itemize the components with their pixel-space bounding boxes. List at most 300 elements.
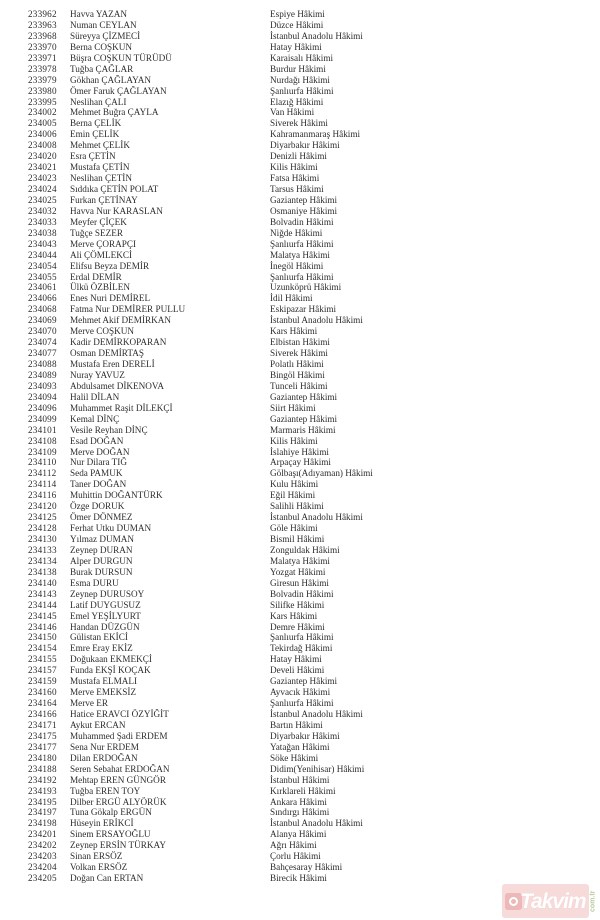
row-registry-number: 234109 (28, 446, 57, 457)
row-person-name: Yılmaz DUMAN (70, 534, 135, 544)
row-registry-number: 234096 (28, 402, 57, 413)
row-registry-number: 234088 (28, 359, 57, 369)
row-appointment-title: Şanlıurfa Hâkimi (270, 85, 334, 96)
row-appointment-title: Tarsus Hâkimi (270, 184, 324, 194)
table-row (0, 97, 600, 108)
row-registry-number: 234116 (28, 490, 57, 501)
row-appointment-title: Eskipazar Hâkimi (270, 304, 337, 315)
table-row (0, 457, 600, 468)
row-appointment-title: Alanya Hâkimi (270, 829, 327, 840)
row-appointment-title: Giresun Hâkimi (270, 577, 329, 588)
row-appointment-title: Eğil Hâkimi (270, 490, 316, 501)
row-registry-number: 234120 (28, 501, 57, 512)
row-registry-number: 234024 (28, 184, 57, 194)
table-row (0, 665, 600, 676)
row-registry-number: 234180 (28, 752, 57, 763)
takvim-domain-suffix: com.tr (589, 890, 597, 912)
table-row (0, 195, 600, 206)
row-registry-number: 234128 (28, 523, 57, 534)
row-person-name: Tuğçe SEZER (70, 227, 124, 238)
row-person-name: Zeynep DURUSOY (70, 588, 145, 599)
row-person-name: Sena Nur ERDEM (70, 741, 139, 752)
table-row (0, 348, 600, 359)
row-appointment-title: Uzunköprü Hâkimi (270, 282, 342, 293)
row-person-name: Mustafa ÇETİN (70, 162, 130, 173)
row-person-name: Havva YAZAN (70, 9, 128, 19)
table-row (0, 414, 600, 425)
table-row (0, 304, 600, 315)
row-registry-number: 234070 (28, 326, 57, 337)
row-registry-number: 234143 (28, 588, 57, 599)
row-appointment-title: Ankara Hâkimi (270, 796, 327, 807)
row-appointment-title: Karaisalı Hâkimi (270, 52, 334, 63)
row-appointment-title: Polatlı Hâkimi (270, 359, 324, 369)
row-registry-number: 234110 (28, 457, 57, 468)
row-registry-number: 234021 (28, 162, 57, 173)
row-person-name: Enes Nuri DEMİREL (70, 293, 151, 304)
row-person-name: Meyfer ÇİÇEK (70, 216, 127, 227)
row-registry-number: 233971 (28, 52, 57, 63)
table-row (0, 753, 600, 764)
table-row (0, 775, 600, 786)
row-person-name: Seda PAMUK (70, 468, 123, 479)
table-row (0, 862, 600, 873)
row-appointment-title: Bolvadin Hâkimi (270, 216, 334, 227)
row-appointment-title: Söke Hâkimi (270, 752, 319, 763)
row-person-name: Ömer DÖNMEZ (70, 512, 133, 523)
row-person-name: Berna ÇELİK (70, 118, 122, 129)
row-registry-number: 234134 (28, 555, 57, 566)
row-registry-number: 233995 (28, 96, 57, 107)
table-row (0, 545, 600, 556)
table-row (0, 217, 600, 228)
row-appointment-title: Gölbaşı(Adıyaman) Hâkimi (270, 468, 373, 479)
row-appointment-title: Tunceli Hâkimi (270, 380, 328, 391)
row-registry-number: 234043 (28, 238, 57, 249)
row-registry-number: 234066 (28, 293, 57, 304)
row-person-name: Ömer Faruk ÇAĞLAYAN (70, 85, 167, 96)
table-row (0, 731, 600, 742)
table-row (0, 567, 600, 578)
table-row (0, 64, 600, 75)
row-registry-number: 234061 (28, 282, 57, 293)
row-registry-number: 234154 (28, 643, 57, 654)
row-registry-number: 234055 (28, 271, 57, 282)
row-appointment-title: Yatağan Hâkimi (270, 741, 330, 752)
row-appointment-title: Marmaris Hâkimi (270, 424, 336, 435)
row-person-name: Merve ÇORAPÇI (70, 238, 137, 249)
row-person-name: Sıddıka ÇETİN POLAT (70, 184, 159, 194)
table-row (0, 600, 600, 611)
row-registry-number: 233968 (28, 30, 57, 41)
row-appointment-title: Siirt Hâkimi (270, 402, 316, 413)
table-row (0, 468, 600, 479)
row-registry-number: 234101 (28, 424, 57, 435)
row-person-name: Neslihan ÇALI (70, 96, 127, 107)
row-appointment-title: Şanlıurfa Hâkimi (270, 632, 334, 643)
table-row (0, 873, 600, 884)
table-row (0, 261, 600, 272)
row-appointment-title: Gaziantep Hâkimi (270, 413, 338, 424)
row-person-name: Zeynep ERSİN TÜRKAY (70, 840, 166, 851)
row-registry-number: 234108 (28, 435, 57, 446)
row-person-name: Doğan Can ERTAN (70, 873, 144, 884)
row-appointment-title: Kırklareli Hâkimi (270, 785, 336, 796)
table-row (0, 173, 600, 184)
row-appointment-title: Denizli Hâkimi (270, 151, 327, 162)
row-person-name: Emre Eray EKİZ (70, 643, 133, 654)
row-person-name: Furkan ÇETİNAY (70, 194, 138, 205)
row-person-name: Kemal DİNÇ (70, 413, 120, 424)
table-row (0, 720, 600, 731)
row-registry-number: 234197 (28, 807, 57, 818)
table-row (0, 851, 600, 862)
table-row (0, 359, 600, 370)
row-appointment-title: Siverek Hâkimi (270, 118, 328, 129)
row-registry-number: 234188 (28, 763, 57, 774)
row-appointment-title: Kilis Hâkimi (270, 435, 318, 446)
table-row (0, 42, 600, 53)
row-person-name: Gökhan ÇAĞLAYAN (70, 74, 152, 85)
row-appointment-title: Demre Hâkimi (270, 621, 325, 632)
row-appointment-title: Develi Hâkimi (270, 665, 325, 676)
table-row (0, 392, 600, 403)
table-row (0, 632, 600, 643)
row-person-name: Süreyya ÇİZMECİ (70, 30, 141, 41)
row-appointment-title: Ağrı Hâkimi (270, 840, 317, 851)
row-registry-number: 234089 (28, 369, 57, 380)
row-appointment-title: İstanbul Anadolu Hâkimi (270, 818, 363, 829)
row-person-name: Muhammet Raşit DİLEKÇİ (70, 402, 173, 413)
table-row (0, 20, 600, 31)
row-registry-number: 234198 (28, 818, 57, 829)
row-appointment-title: Van Hâkimi (270, 107, 315, 118)
row-person-name: Nuray YAVUZ (70, 369, 125, 380)
row-appointment-title: İstanbul Anadolu Hâkimi (270, 30, 363, 41)
table-row (0, 742, 600, 753)
table-row (0, 556, 600, 567)
row-appointment-title: İstanbul Anadolu Hâkimi (270, 512, 363, 523)
row-registry-number: 234038 (28, 227, 57, 238)
row-registry-number: 234204 (28, 862, 57, 873)
table-row (0, 698, 600, 709)
row-person-name: Mustafa Eren DERELİ (70, 359, 155, 369)
row-person-name: Gülistan EKİCİ (70, 632, 128, 643)
table-row (0, 840, 600, 851)
row-appointment-title: İdil Hâkimi (270, 293, 313, 304)
row-registry-number: 234146 (28, 621, 57, 632)
row-person-name: Mehmet Buğra ÇAYLA (70, 107, 159, 118)
row-person-name: Tuğba EREN TOY (70, 785, 141, 796)
row-appointment-title: Elbistan Hâkimi (270, 337, 330, 348)
row-person-name: Esra ÇETİN (70, 151, 116, 162)
row-registry-number: 234160 (28, 687, 57, 698)
row-appointment-title: Şanlıurfa Hâkimi (270, 238, 334, 249)
row-person-name: Halil DİLAN (70, 391, 120, 402)
row-person-name: Sinem ERSAYOĞLU (70, 829, 151, 840)
row-appointment-title: Gaziantep Hâkimi (270, 676, 338, 687)
table-row (0, 381, 600, 392)
row-person-name: Ali ÇÖMLEKCİ (70, 249, 133, 260)
table-row (0, 687, 600, 698)
row-person-name: Hüseyin ERİKCİ (70, 818, 134, 829)
row-appointment-title: İstanbul Hâkimi (270, 774, 330, 785)
row-registry-number: 234195 (28, 796, 57, 807)
row-appointment-title: Gaziantep Hâkimi (270, 194, 338, 205)
table-row (0, 797, 600, 808)
row-registry-number: 234023 (28, 173, 57, 184)
row-person-name: Berna COŞKUN (70, 41, 133, 52)
row-registry-number: 234144 (28, 599, 57, 610)
row-person-name: Osman DEMİRTAŞ (70, 348, 144, 359)
row-registry-number: 234025 (28, 194, 57, 205)
row-appointment-title: Diyarbakır Hâkimi (270, 140, 340, 151)
table-row (0, 326, 600, 337)
row-person-name: Dilan ERDOĞAN (70, 752, 138, 763)
row-registry-number: 234002 (28, 107, 57, 118)
row-registry-number: 234159 (28, 676, 57, 687)
row-person-name: Esma DURU (70, 577, 119, 588)
row-appointment-title: Diyarbakır Hâkimi (270, 730, 340, 741)
row-appointment-title: Elazığ Hâkimi (270, 96, 324, 107)
row-appointment-title: Şanlıurfa Hâkimi (270, 271, 334, 282)
row-registry-number: 234074 (28, 337, 57, 348)
row-registry-number: 234077 (28, 348, 57, 359)
row-person-name: Merve DOĞAN (70, 446, 130, 457)
table-row (0, 425, 600, 436)
table-row (0, 184, 600, 195)
row-registry-number: 233962 (28, 9, 57, 19)
table-row (0, 162, 600, 173)
row-appointment-title: Kahramanmaraş Hâkimi (270, 129, 361, 140)
row-person-name: Emel YEŞİLYURT (70, 610, 141, 621)
row-appointment-title: Ayvacık Hâkimi (270, 687, 331, 698)
judges-list (0, 9, 600, 884)
row-registry-number: 234164 (28, 698, 57, 709)
row-person-name: Seren Sebahat ERDOĞAN (70, 763, 170, 774)
row-registry-number: 234099 (28, 413, 57, 424)
row-person-name: Aykut ERCAN (70, 719, 126, 730)
row-appointment-title: Hatay Hâkimi (270, 654, 322, 665)
row-registry-number: 234205 (28, 873, 57, 884)
row-registry-number: 234203 (28, 851, 57, 862)
row-appointment-title: Malatya Hâkimi (270, 555, 330, 566)
row-appointment-title: Bismil Hâkimi (270, 534, 325, 544)
row-person-name: Mustafa ELMALI (70, 676, 138, 687)
table-row (0, 129, 600, 140)
row-registry-number: 234068 (28, 304, 57, 315)
row-appointment-title: Bolvadin Hâkimi (270, 588, 334, 599)
table-row (0, 807, 600, 818)
row-appointment-title: Sındırgı Hâkimi (270, 807, 330, 818)
table-row (0, 622, 600, 633)
row-registry-number: 234175 (28, 730, 57, 741)
row-registry-number: 234093 (28, 380, 57, 391)
table-row (0, 611, 600, 622)
row-appointment-title: Siverek Hâkimi (270, 348, 328, 359)
takvim-brand-text: Takvim (520, 889, 586, 913)
row-registry-number: 234006 (28, 129, 57, 140)
table-row (0, 282, 600, 293)
row-registry-number: 234112 (28, 468, 57, 479)
row-appointment-title: İslahiye Hâkimi (270, 446, 329, 457)
table-row (0, 709, 600, 720)
table-row (0, 643, 600, 654)
row-registry-number: 234133 (28, 544, 57, 555)
row-registry-number: 234192 (28, 774, 57, 785)
row-appointment-title: Fatsa Hâkimi (270, 173, 320, 184)
row-appointment-title: Tekirdağ Hâkimi (270, 643, 333, 654)
table-row (0, 53, 600, 64)
row-appointment-title: Gaziantep Hâkimi (270, 391, 338, 402)
row-appointment-title: Bingöl Hâkimi (270, 369, 325, 380)
table-row (0, 337, 600, 348)
row-person-name: Muhittin DOĞANTÜRK (70, 490, 163, 501)
row-registry-number: 234177 (28, 741, 57, 752)
row-registry-number: 233980 (28, 85, 57, 96)
row-registry-number: 234130 (28, 534, 57, 544)
row-person-name: Doğukaan EKMEKÇİ (70, 654, 152, 665)
row-appointment-title: Kars Hâkimi (270, 326, 318, 337)
row-registry-number: 234157 (28, 665, 57, 676)
row-registry-number: 234150 (28, 632, 57, 643)
row-person-name: Alper DURGUN (70, 555, 133, 566)
row-person-name: Funda EKŞİ KOÇAK (70, 665, 151, 676)
table-row (0, 206, 600, 217)
row-registry-number: 234201 (28, 829, 57, 840)
row-appointment-title: Hatay Hâkimi (270, 41, 322, 52)
row-registry-number: 234171 (28, 719, 57, 730)
row-appointment-title: Yozgat Hâkimi (270, 566, 326, 577)
table-row (0, 75, 600, 86)
row-person-name: Dilber ERGÜ ALYÖRÜK (70, 796, 167, 807)
table-row (0, 86, 600, 97)
table-row (0, 250, 600, 261)
row-person-name: Abdulsamet DİKENOVA (70, 380, 164, 391)
table-row (0, 293, 600, 304)
table-row (0, 107, 600, 118)
table-row (0, 490, 600, 501)
row-person-name: Erdal DEMİR (70, 271, 122, 282)
row-registry-number: 234114 (28, 479, 57, 490)
row-person-name: Numan CEYLAN (70, 19, 137, 30)
row-appointment-title: Niğde Hâkimi (270, 227, 323, 238)
table-row (0, 786, 600, 797)
row-registry-number: 234193 (28, 785, 57, 796)
row-appointment-title: Şanlıurfa Hâkimi (270, 698, 334, 709)
clock-icon (509, 897, 518, 906)
table-row (0, 9, 600, 20)
table-row (0, 764, 600, 775)
row-registry-number: 234145 (28, 610, 57, 621)
row-person-name: Merve ER (70, 698, 109, 709)
table-row (0, 589, 600, 600)
row-appointment-title: Nurdağı Hâkimi (270, 74, 330, 85)
row-appointment-title: İnegöl Hâkimi (270, 260, 324, 271)
row-registry-number: 234069 (28, 315, 57, 326)
table-row (0, 829, 600, 840)
row-person-name: Burak DURSUN (70, 566, 133, 577)
table-row (0, 447, 600, 458)
row-appointment-title: Düzce Hâkimi (270, 19, 324, 30)
table-row (0, 370, 600, 381)
row-appointment-title: Kulu Hâkimi (270, 479, 319, 490)
row-appointment-title: Kilis Hâkimi (270, 162, 318, 173)
row-person-name: Esad DOĞAN (70, 435, 124, 446)
row-registry-number: 234094 (28, 391, 57, 402)
row-person-name: Özge DORUK (70, 501, 125, 512)
row-appointment-title: Göle Hâkimi (270, 523, 318, 534)
row-appointment-title: Arpaçay Hâkimi (270, 457, 331, 468)
row-appointment-title: Birecik Hâkimi (270, 873, 327, 884)
row-registry-number: 234032 (28, 205, 57, 216)
table-row (0, 676, 600, 687)
row-registry-number: 233970 (28, 41, 57, 52)
row-registry-number: 234166 (28, 709, 57, 719)
table-row (0, 534, 600, 545)
row-appointment-title: Bartın Hâkimi (270, 719, 323, 730)
table-row (0, 239, 600, 250)
table-row (0, 501, 600, 512)
table-row (0, 578, 600, 589)
row-registry-number: 233979 (28, 74, 57, 85)
row-person-name: Volkan ERSÖZ (70, 862, 128, 873)
row-appointment-title: Silifke Hâkimi (270, 599, 325, 610)
row-person-name: Merve COŞKUN (70, 326, 135, 337)
row-person-name: Sinan ERSÖZ (70, 851, 123, 862)
row-person-name: Ülkü ÖZBİLEN (70, 282, 130, 293)
table-row (0, 151, 600, 162)
row-registry-number: 234020 (28, 151, 57, 162)
table-row (0, 31, 600, 42)
row-person-name: Taner DOĞAN (70, 479, 127, 490)
table-row (0, 479, 600, 490)
row-person-name: Elifsu Beyza DEMİR (70, 260, 150, 271)
takvim-logo-panel (502, 884, 589, 918)
row-person-name: Latif DUYGUSUZ (70, 599, 141, 610)
row-person-name: Büşra COŞKUN TÜRÜDÜ (70, 52, 172, 63)
row-person-name: Tuğba ÇAĞLAR (70, 63, 134, 74)
row-person-name: Nur Dilara TIĞ (70, 457, 127, 468)
table-row (0, 118, 600, 129)
row-appointment-title: İstanbul Anadolu Hâkimi (270, 709, 363, 719)
table-row (0, 523, 600, 534)
row-person-name: Tuna Gökalp ERGÜN (70, 807, 152, 818)
row-person-name: Emin ÇELİK (70, 129, 120, 140)
row-person-name: Hatice ERAVCI ÖZYİĞİT (70, 709, 169, 719)
row-person-name: Mehmet Akif DEMİRKAN (70, 315, 172, 326)
row-registry-number: 234054 (28, 260, 57, 271)
takvim-watermark-logo (502, 884, 598, 918)
table-row (0, 512, 600, 523)
row-appointment-title: Çorlu Hâkimi (270, 851, 321, 862)
row-person-name: Havva Nur KARASLAN (70, 205, 163, 216)
row-registry-number: 234044 (28, 249, 57, 260)
row-person-name: Vesile Reyhan DİNÇ (70, 424, 148, 435)
row-person-name: Merve EMEKSİZ (70, 687, 137, 698)
table-row (0, 272, 600, 283)
table-row (0, 228, 600, 239)
row-registry-number: 234005 (28, 118, 57, 129)
row-appointment-title: İstanbul Anadolu Hâkimi (270, 315, 363, 326)
row-registry-number: 234202 (28, 840, 57, 851)
row-registry-number: 234008 (28, 140, 57, 151)
row-person-name: Mehmet ÇELİK (70, 140, 130, 151)
table-row (0, 436, 600, 447)
row-appointment-title: Espiye Hâkimi (270, 9, 325, 19)
row-appointment-title: Zonguldak Hâkimi (270, 544, 340, 555)
row-appointment-title: Malatya Hâkimi (270, 249, 330, 260)
